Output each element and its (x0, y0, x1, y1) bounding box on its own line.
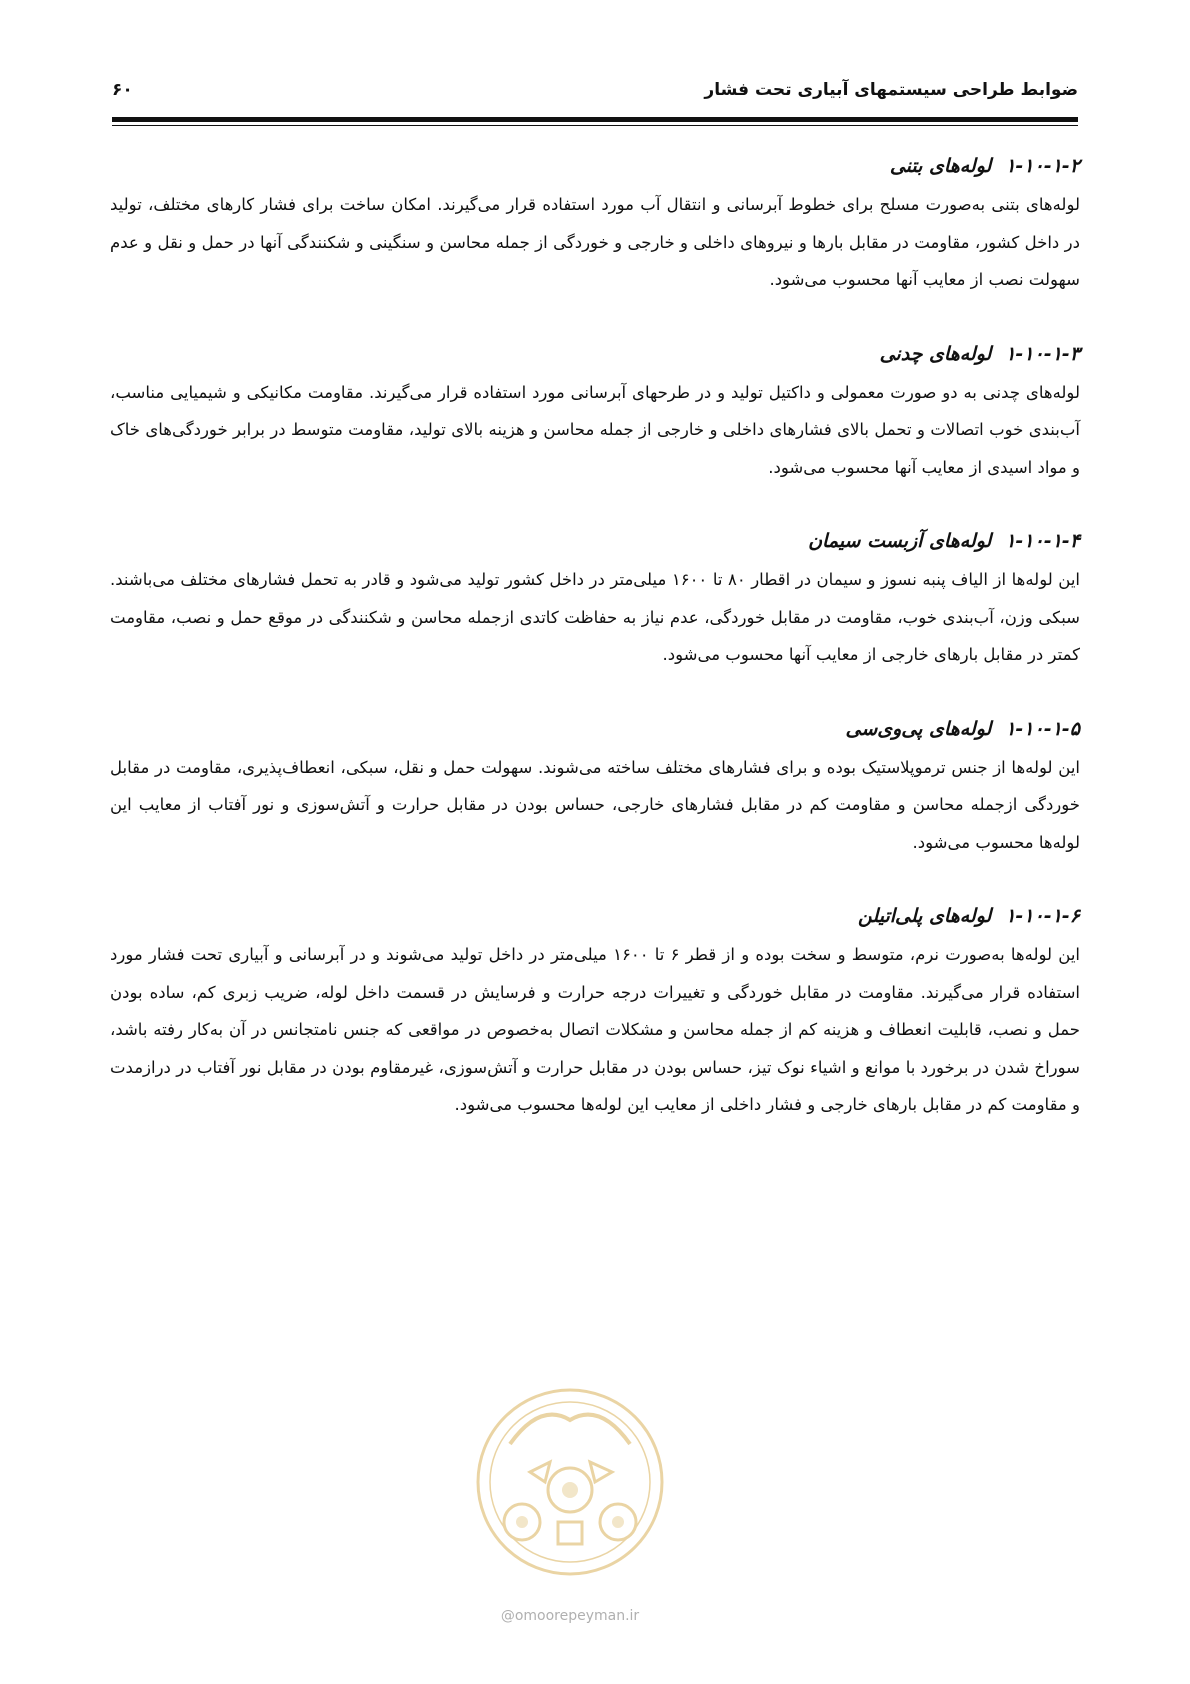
section-heading (110, 527, 1080, 555)
section-cast-iron-pipes (110, 340, 1080, 487)
section-polyethylene-pipes (110, 902, 1080, 1124)
section-number: ۱-۱۰-۱-۵ (1005, 717, 1080, 740)
section-number: ۱-۱۰-۱-۳ (1005, 342, 1080, 365)
page-header (112, 66, 1078, 106)
section-title: لوله‌های چدنی (879, 342, 992, 365)
header-rule-thin (112, 125, 1078, 126)
section-title: لوله‌های آزبست سیمان (808, 530, 992, 552)
section-title: لوله‌های پلی‌اتیلن (857, 905, 992, 927)
section-heading (110, 152, 1080, 180)
section-number: ۱-۱۰-۱-۲ (1005, 155, 1080, 177)
page-number: ۶۰ (112, 80, 133, 100)
section-pvc-pipes (110, 715, 1080, 862)
watermark-url: @omoorepeyman.ir (500, 1608, 640, 1624)
main-content (110, 152, 1080, 1165)
section-paragraph: لوله‌های بتنی به‌صورت مسلح برای خطوط آبرسانی و انتقال آب مورد استفاده قرار می‌گیرند. امکان ساخت برای فشار کارهای مختلف، تولید در داخل کشور، مقاومت در مقابل بارها و نیروهای داخلی و خارجی و خوردگی از جمله محاسن و سنگینی و شکنندگی آنها در حمل و نقل و عدم سهولت نصب از معایب آنها محسوب می‌شود. (110, 195, 1080, 289)
section-paragraph: این لوله‌ها از جنس ترموپلاستیک بوده و برای فشارهای مختلف ساخته می‌شوند. سهولت حمل و نقل، سبکی، انعطاف‌پذیری، مقاومت در مقابل خوردگی ازجمله محاسن و مقاومت کم در مقابل فشارهای خارجی، حساس بودن در مقابل حرارت و آتش‌سوزی و نور آفتاب از معایب این لوله‌ها محسوب می‌شود. (110, 757, 1080, 852)
section-heading (110, 340, 1080, 368)
header-title: ضوابط طراحی سیستمهای آبیاری تحت فشار (704, 80, 1078, 100)
section-title: لوله‌های پی‌وی‌سی (845, 717, 992, 740)
section-paragraph: این لوله‌ها از الیاف پنبه نسوز و سیمان در اقطار ۸۰ تا ۱۶۰۰ میلی‌متر در داخل کشور تولید می‌شود و قادر به تحمل فشارهای مختلف می‌باشند. سبکی وزن، آب‌بندی خوب، مقاومت در مقابل خوردگی، عدم نیاز به حفاظت کاتدی ازجمله محاسن و شکنندگی در موقع حمل و نصب، مقاومت کمتر در مقابل بارهای خارجی از معایب آنها محسوب می‌شود. (110, 570, 1080, 664)
section-heading (110, 902, 1080, 930)
watermark-logo-icon (470, 1372, 670, 1587)
section-number: ۱-۱۰-۱-۶ (1005, 905, 1080, 927)
header-rule-thick (112, 117, 1078, 122)
section-number: ۱-۱۰-۱-۴ (1005, 530, 1080, 552)
section-title: لوله‌های بتنی (889, 155, 992, 177)
section-asbestos-cement-pipes (110, 527, 1080, 674)
section-concrete-pipes (110, 152, 1080, 299)
section-paragraph: لوله‌های چدنی به دو صورت معمولی و داکتیل تولید و در طرحهای آبرسانی مورد استفاده قرار می‌گیرند. مقاومت مکانیکی و شیمیایی مناسب، آب‌بندی خوب اتصالات و تحمل بالای فشارهای داخلی و خارجی از جمله محاسن و هزینه بالای تولید، مقاومت متوسط در برابر خوردگی‌های خاک و مواد اسیدی از معایب آنها محسوب می‌شود. (110, 382, 1080, 477)
section-paragraph: این لوله‌ها به‌صورت نرم، متوسط و سخت بوده و از قطر ۶ تا ۱۶۰۰ میلی‌متر در داخل تولید می‌شوند و در آبرسانی و آبیاری تحت فشار مورد استفاده قرار می‌گیرند. مقاومت در مقابل خوردگی و تغییرات درجه حرارت و فرسایش در قسمت داخل لوله، ضریب زبری کم، ساده بودن حمل و نصب، قابلیت انعطاف و هزینه کم از جمله محاسن و مشکلات اتصال به‌خصوص در مواقعی که جنس نامتجانس در آن به‌کار رفته باشد، سوراخ شدن در برخورد با موانع و اشیاء نوک تیز، حساس بودن در مقابل حرارت و آتش‌سوزی، غیرمقاوم بودن در مقابل نور آفتاب در درازمدت و مقاومت کم در مقابل بارهای خارجی و فشار داخلی از معایب این لوله‌ها محسوب می‌شود. (110, 945, 1081, 1114)
section-heading (110, 715, 1080, 743)
